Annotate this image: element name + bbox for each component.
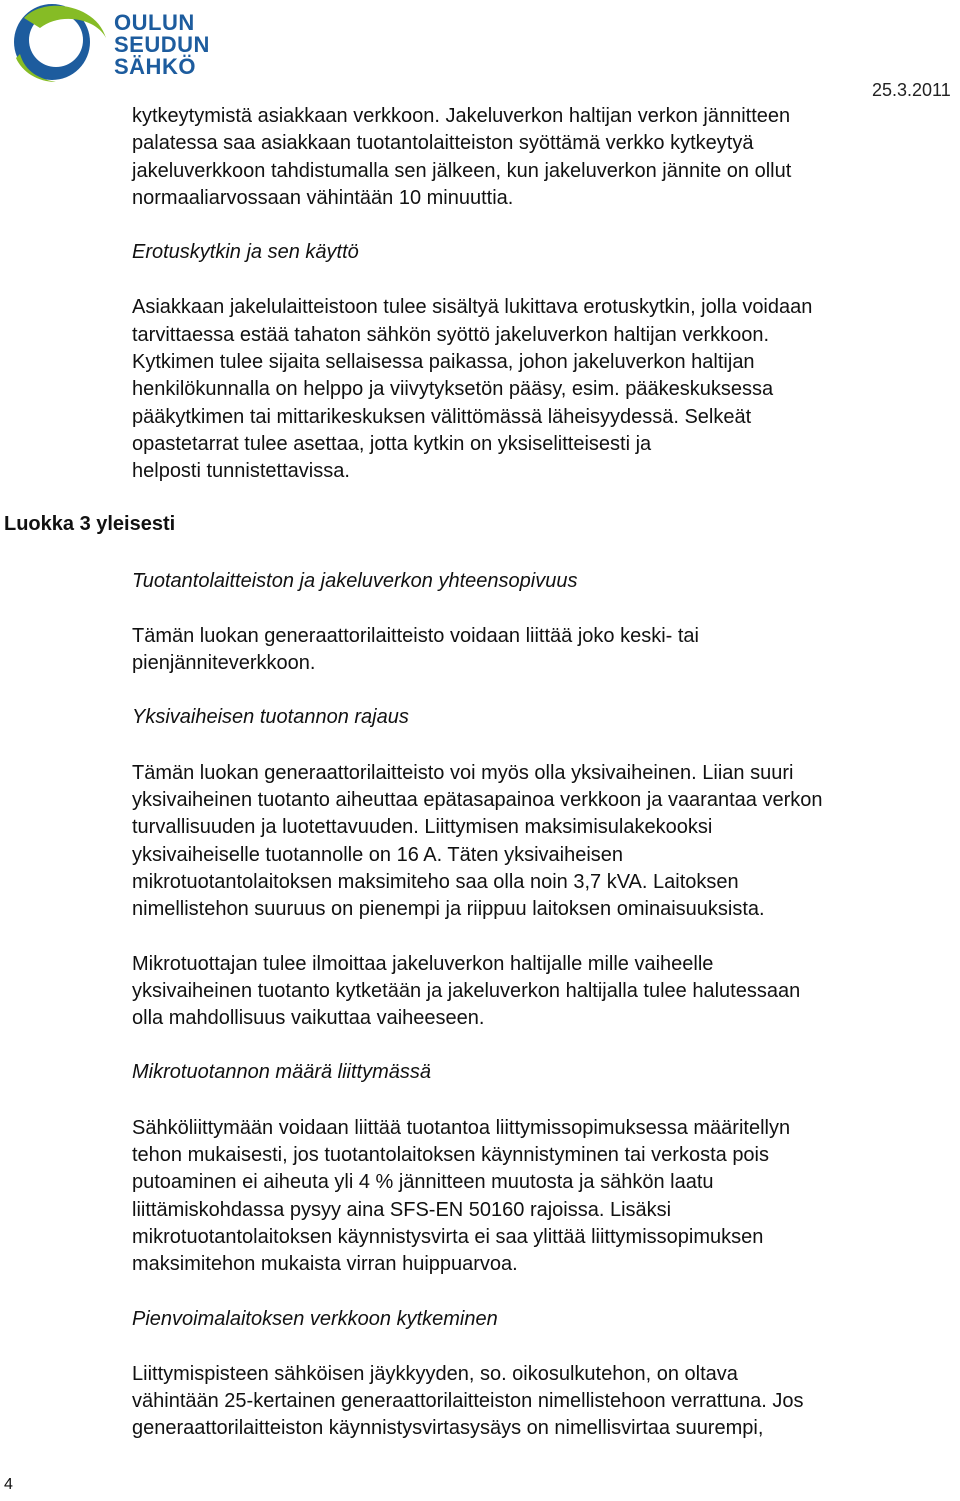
logo-wordmark xyxy=(114,12,219,78)
logo-line-2: SEUDUN xyxy=(114,32,210,57)
heading-erotuskytkin: Erotuskytkin ja sen käyttö xyxy=(132,241,359,264)
heading-pienvoimalaitos: Pienvoimalaitoksen verkkoon kytkeminen xyxy=(132,1307,498,1330)
paragraph-reconnection: kytkeytymistä asiakkaan verkkoon. Jakeluverkon haltijan verkon jännitteen palatessa saa asiakkaan tuotantolaitteiston syöttämä verkko kytkeytyä jakeluverkkoon tahdistumalla sen jälkeen, kun jakeluverkon jännite on ollut normaaliarvossaan vähintään 10 minuuttia. xyxy=(132,105,792,209)
paragraph-vaiheilmoitus: Mikrotuottajan tulee ilmoittaa jakeluverkon haltijalle mille vaiheelle yksivaiheinen tuotanto kytketään ja jakeluverkon haltijalla tulee halutessaan olla mahdollisuus vaikuttaa vaiheeseen. xyxy=(132,952,801,1030)
paragraph-yhteensopivuus: Tämän luokan generaattorilaitteisto voidaan liittää joko keski- tai pienjänniteverkkoon. xyxy=(132,624,699,675)
paragraph-erotuskytkin: Asiakkaan jakelulaitteistoon tulee sisältyä lukittava erotuskytkin, jolla voidaan tarvittaessa estää tahaton sähkön syöttö jakeluverkon haltijan verkkoon. Kytkimen tulee sijaita sellaisessa paikassa, johon jakeluverkon haltijan henkilökunnalla on helppo ja viivytyksetön pääsy, esim. pääkeskuksessa pääkytkimen tai mittarikeskuksen välittömässä läheisyydessä. Selkeät opastetarrat tulee asettaa, jotta kytkin on yksiselitteisesti ja helposti tunnistettavissa. xyxy=(132,296,813,483)
logo-swoosh-icon xyxy=(4,2,108,84)
paragraph-pienvoimalaitos: Liittymispisteen sähköisen jäykkyyden, so. oikosulkutehon, on oltava vähintään 25-kertainen generaattorilaitteiston nimellistehoon verrattuna. Jos generaattorilaitteiston käynnistysvirtasysäys on nimellisvirtaa suurempi, xyxy=(132,1362,804,1440)
heading-maara: Mikrotuotannon määrä liittymässä xyxy=(132,1061,432,1084)
logo-line-1: OULUN xyxy=(114,10,195,35)
heading-yhteensopivuus: Tuotantolaitteiston ja jakeluverkon yhteensopivuus xyxy=(132,569,578,592)
paragraph-maara: Sähköliittymään voidaan liittää tuotantoa liittymissopimuksessa määritellyn tehon mukaisesti, jos tuotantolaitoksen käynnistyminen tai verkosta pois putoaminen ei aiheuta yli 4 % jännitteen muutosta ja sähkön laatu liittämiskohdassa pysyy aina SFS-EN 50160 rajoissa. Lisäksi mikrotuotantolaitoksen käynnistysvirta ei saa ylittää liittymissopimuksen maksimitehon mukaista virran huippuarvoa. xyxy=(132,1116,791,1276)
logo-line-3: SÄHKÖ xyxy=(114,54,196,79)
heading-yksivaiheinen: Yksivaiheisen tuotannon rajaus xyxy=(132,706,409,729)
section-side-label: Luokka 3 yleisesti xyxy=(4,513,176,535)
document-date: 25.3.2011 xyxy=(872,80,951,100)
paragraph-yksivaiheinen: Tämän luokan generaattorilaitteisto voi myös olla yksivaiheinen. Liian suuri yksivaiheinen tuotanto aiheuttaa epätasapainoa verkkoon ja vaarantaa verkon turvallisuuden ja luotettavuuden. Liittymisen maksimisulakekooksi yksivaiheiselle tuotannolle on 16 A. Täten yksivaiheisen mikrotuotantolaitoksen maksimiteho saa olla noin 3,7 kVA. Laitoksen nimellistehon suuruus on pienempi ja riippuu laitoksen ominaisuuksista. xyxy=(132,761,823,921)
company-logo xyxy=(4,2,219,84)
document-body xyxy=(132,103,954,1443)
page-number: 4 xyxy=(4,1476,13,1493)
